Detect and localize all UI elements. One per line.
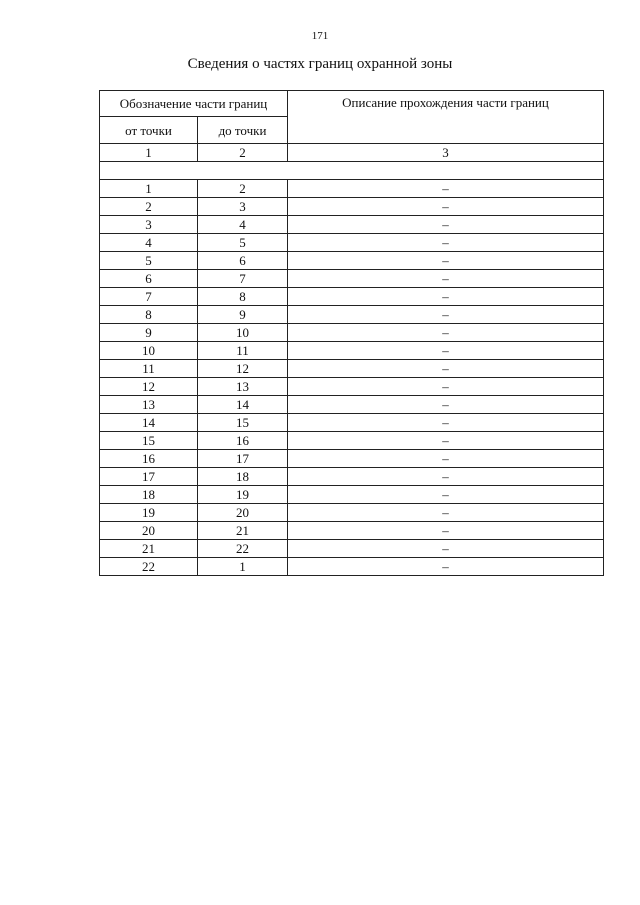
cell-to-point: 18 bbox=[198, 468, 288, 486]
page-number: 171 bbox=[311, 30, 329, 42]
cell-from-point: 11 bbox=[100, 360, 198, 378]
table-row bbox=[100, 396, 604, 414]
cell-to-point: 22 bbox=[198, 540, 288, 558]
cell-to-point: 4 bbox=[198, 216, 288, 234]
table-row bbox=[100, 414, 604, 432]
cell-to-point: 21 bbox=[198, 522, 288, 540]
cell-to-point: 1 bbox=[198, 558, 288, 576]
cell-to-point: 15 bbox=[198, 414, 288, 432]
cell-from-point: 8 bbox=[100, 306, 198, 324]
table-row bbox=[100, 234, 604, 252]
cell-description: – bbox=[288, 180, 604, 198]
table-row bbox=[100, 270, 604, 288]
cell-to-point: 2 bbox=[198, 180, 288, 198]
table-row bbox=[100, 252, 604, 270]
cell-from-point: 12 bbox=[100, 378, 198, 396]
cell-from-point: 1 bbox=[100, 180, 198, 198]
table-row bbox=[100, 558, 604, 576]
boundary-parts-table bbox=[99, 90, 604, 576]
cell-from-point: 3 bbox=[100, 216, 198, 234]
header-from-point: от точки bbox=[100, 117, 198, 144]
empty-separator-cell bbox=[100, 162, 604, 180]
cell-to-point: 17 bbox=[198, 450, 288, 468]
cell-description: – bbox=[288, 288, 604, 306]
cell-description: – bbox=[288, 540, 604, 558]
cell-description: – bbox=[288, 396, 604, 414]
cell-description: – bbox=[288, 234, 604, 252]
cell-description: – bbox=[288, 270, 604, 288]
table-row bbox=[100, 180, 604, 198]
column-number-3: 3 bbox=[288, 144, 604, 162]
cell-to-point: 9 bbox=[198, 306, 288, 324]
cell-to-point: 19 bbox=[198, 486, 288, 504]
cell-from-point: 2 bbox=[100, 198, 198, 216]
header-row-main bbox=[100, 91, 604, 117]
cell-description: – bbox=[288, 360, 604, 378]
table-body bbox=[100, 144, 604, 576]
cell-from-point: 17 bbox=[100, 468, 198, 486]
cell-to-point: 16 bbox=[198, 432, 288, 450]
table-row bbox=[100, 432, 604, 450]
cell-to-point: 12 bbox=[198, 360, 288, 378]
cell-from-point: 22 bbox=[100, 558, 198, 576]
cell-from-point: 18 bbox=[100, 486, 198, 504]
cell-description: – bbox=[288, 252, 604, 270]
cell-description: – bbox=[288, 306, 604, 324]
cell-description: – bbox=[288, 450, 604, 468]
cell-to-point: 14 bbox=[198, 396, 288, 414]
cell-description: – bbox=[288, 342, 604, 360]
column-number-row bbox=[100, 144, 604, 162]
cell-from-point: 14 bbox=[100, 414, 198, 432]
cell-from-point: 5 bbox=[100, 252, 198, 270]
cell-to-point: 11 bbox=[198, 342, 288, 360]
cell-from-point: 16 bbox=[100, 450, 198, 468]
table-row bbox=[100, 540, 604, 558]
table-row bbox=[100, 378, 604, 396]
cell-description: – bbox=[288, 468, 604, 486]
cell-to-point: 3 bbox=[198, 198, 288, 216]
header-boundary-description: Описание прохождения части границ bbox=[288, 91, 604, 144]
cell-to-point: 10 bbox=[198, 324, 288, 342]
cell-from-point: 4 bbox=[100, 234, 198, 252]
cell-to-point: 13 bbox=[198, 378, 288, 396]
header-boundary-part-designation: Обозначение части границ bbox=[100, 91, 288, 117]
cell-description: – bbox=[288, 522, 604, 540]
empty-separator-row bbox=[100, 162, 604, 180]
table-row bbox=[100, 342, 604, 360]
table-header bbox=[100, 91, 604, 144]
cell-description: – bbox=[288, 558, 604, 576]
cell-from-point: 7 bbox=[100, 288, 198, 306]
column-number-1: 1 bbox=[100, 144, 198, 162]
document-title: Сведения о частях границ охранной зоны bbox=[187, 56, 453, 72]
column-number-2: 2 bbox=[198, 144, 288, 162]
table-row bbox=[100, 198, 604, 216]
cell-description: – bbox=[288, 504, 604, 522]
cell-to-point: 20 bbox=[198, 504, 288, 522]
cell-from-point: 9 bbox=[100, 324, 198, 342]
table-row bbox=[100, 504, 604, 522]
cell-to-point: 8 bbox=[198, 288, 288, 306]
cell-description: – bbox=[288, 486, 604, 504]
cell-description: – bbox=[288, 432, 604, 450]
cell-from-point: 20 bbox=[100, 522, 198, 540]
table-row bbox=[100, 360, 604, 378]
cell-description: – bbox=[288, 216, 604, 234]
cell-to-point: 7 bbox=[198, 270, 288, 288]
table-row bbox=[100, 450, 604, 468]
cell-description: – bbox=[288, 414, 604, 432]
cell-description: – bbox=[288, 198, 604, 216]
cell-description: – bbox=[288, 378, 604, 396]
cell-from-point: 10 bbox=[100, 342, 198, 360]
cell-from-point: 13 bbox=[100, 396, 198, 414]
cell-from-point: 15 bbox=[100, 432, 198, 450]
cell-from-point: 19 bbox=[100, 504, 198, 522]
cell-description: – bbox=[288, 324, 604, 342]
table-row bbox=[100, 288, 604, 306]
cell-from-point: 21 bbox=[100, 540, 198, 558]
table-row bbox=[100, 216, 604, 234]
table-row bbox=[100, 486, 604, 504]
table-row bbox=[100, 522, 604, 540]
cell-from-point: 6 bbox=[100, 270, 198, 288]
table-row bbox=[100, 324, 604, 342]
cell-to-point: 5 bbox=[198, 234, 288, 252]
table-row bbox=[100, 306, 604, 324]
header-to-point: до точки bbox=[198, 117, 288, 144]
table-row bbox=[100, 468, 604, 486]
cell-to-point: 6 bbox=[198, 252, 288, 270]
